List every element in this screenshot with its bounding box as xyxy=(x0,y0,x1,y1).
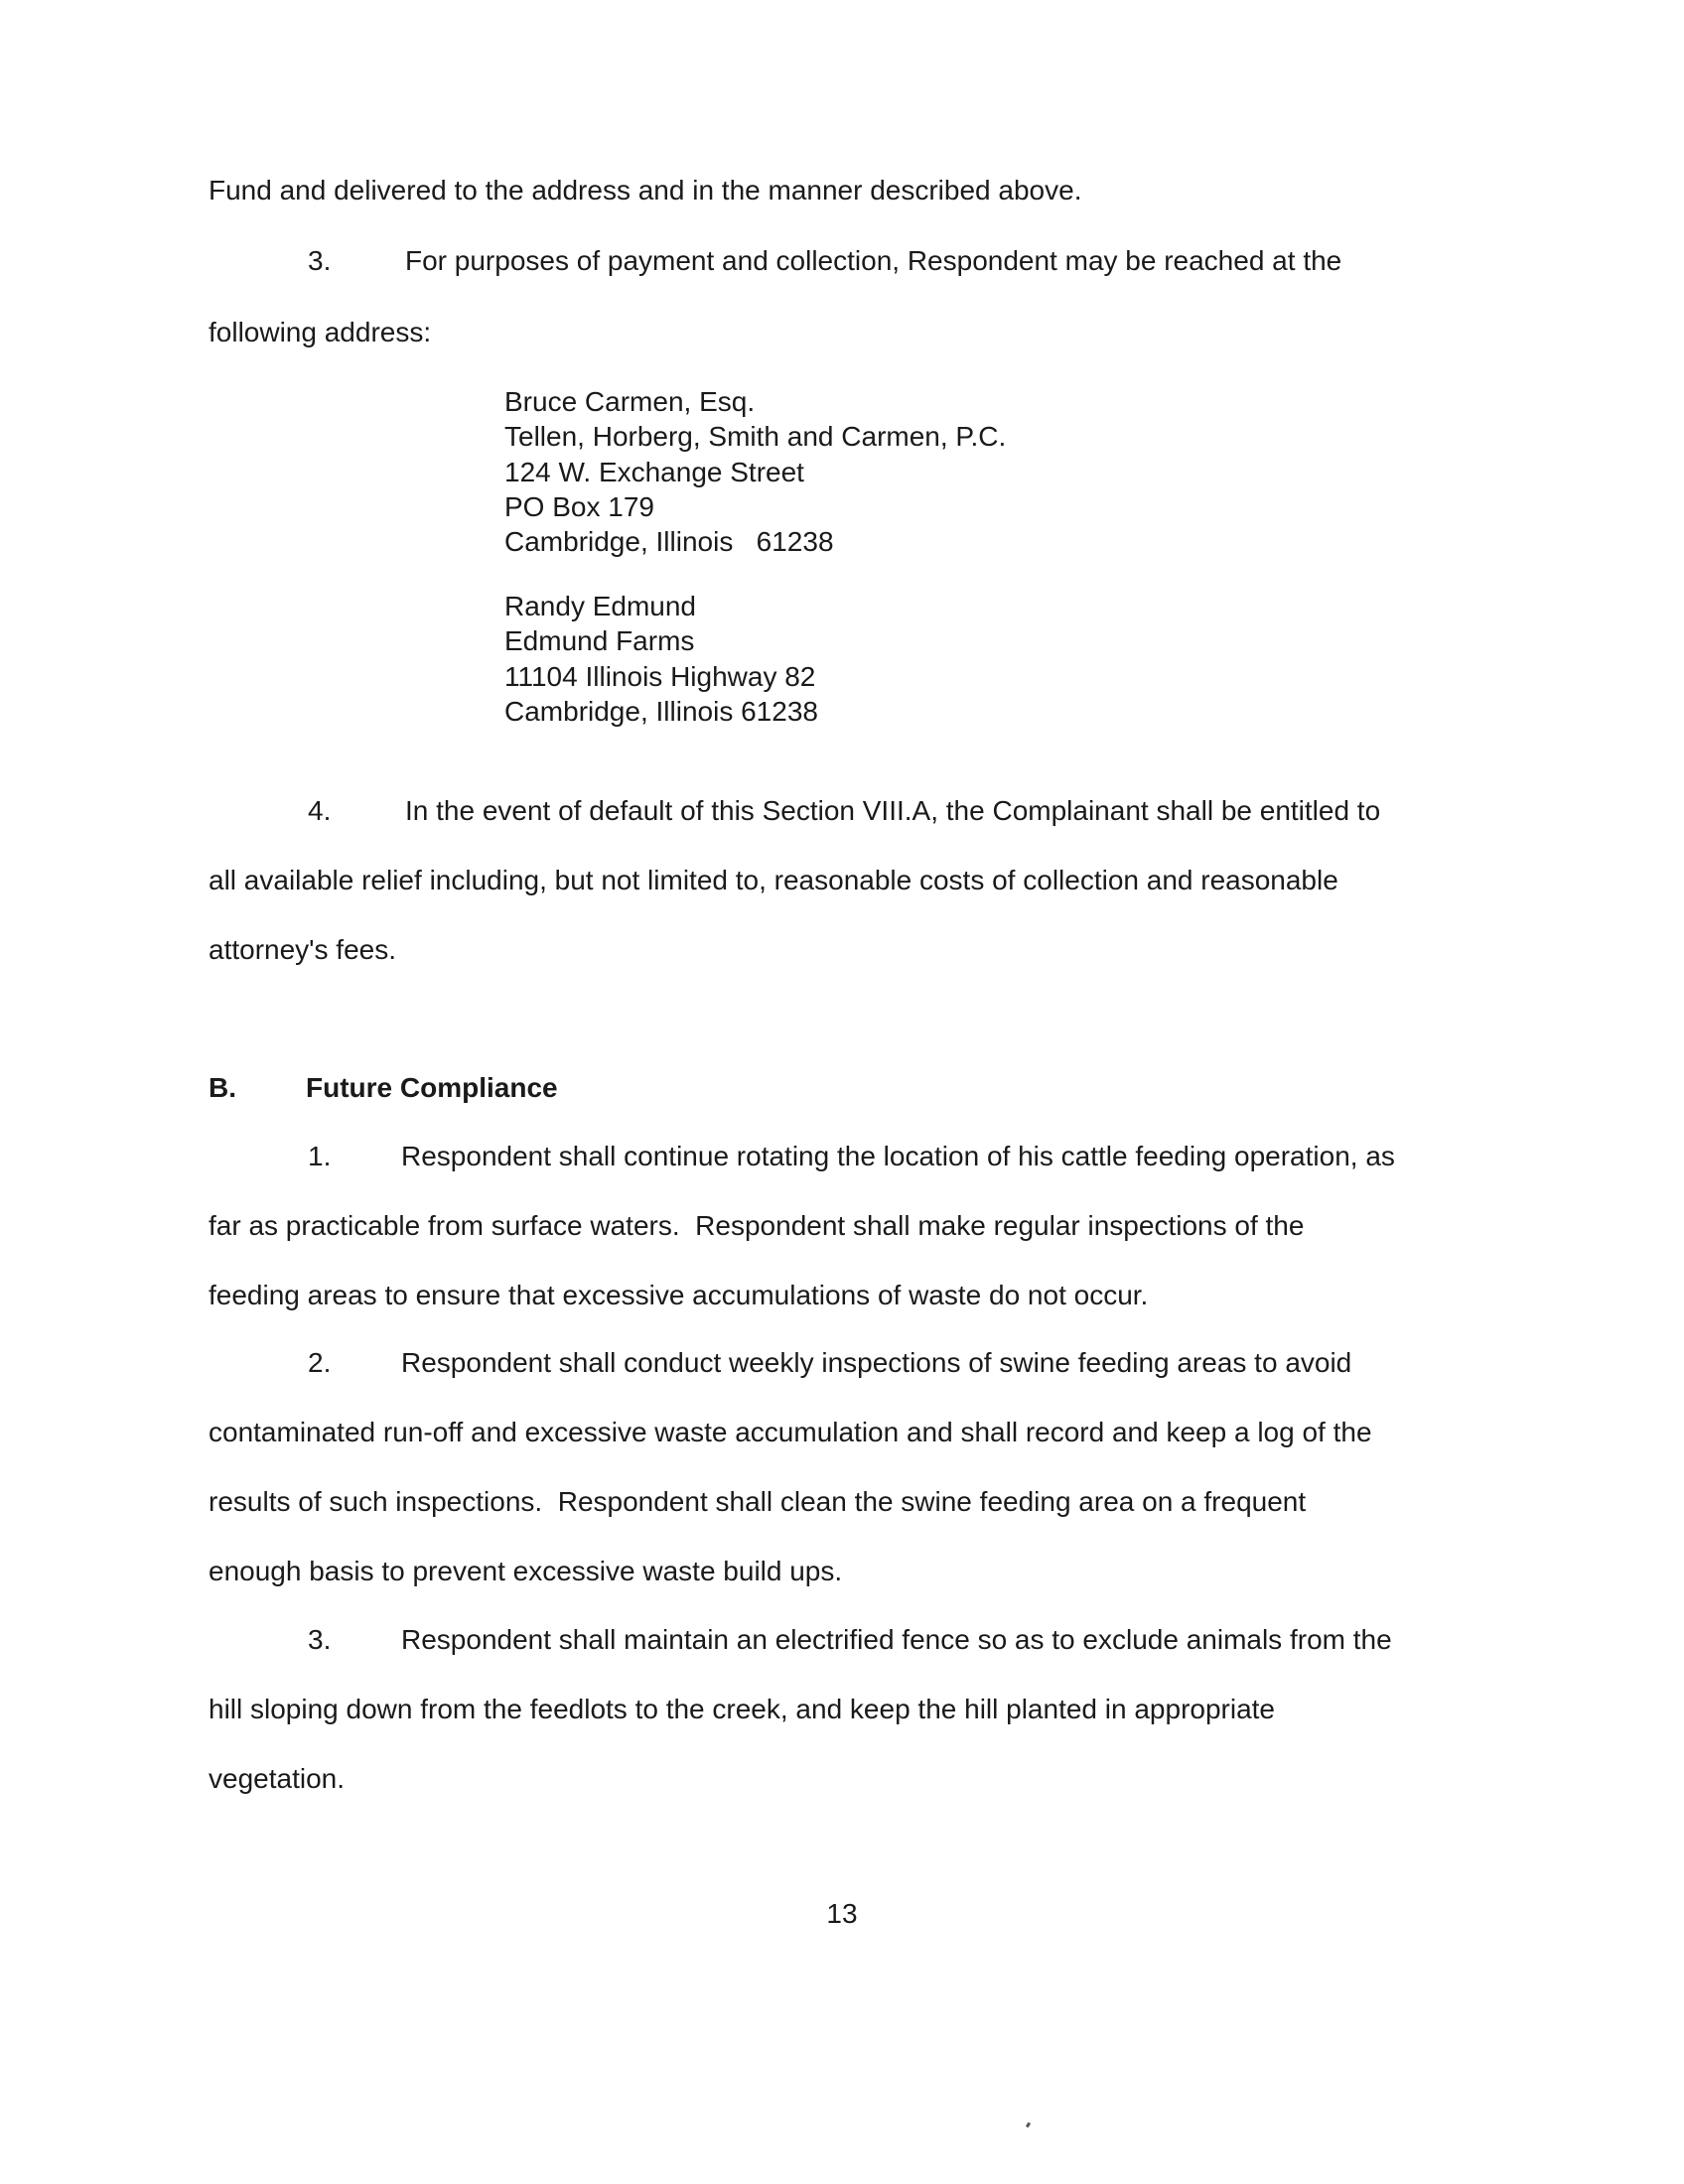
para-4-line-3: attorney's fees. xyxy=(209,934,396,965)
para-3-line-2: following address: xyxy=(209,317,432,347)
para-4-line-2: all available relief including, but not limited to, reasonable costs of collection and reasonable xyxy=(209,865,1338,895)
continuation-line: Fund and delivered to the address and in the manner described above. xyxy=(209,175,1082,205)
b2-line-4: enough basis to prevent excessive waste build ups. xyxy=(209,1556,843,1586)
section-b-letter: B. xyxy=(209,1072,236,1103)
para-3-number: 3. xyxy=(308,245,332,276)
address-2-line: Randy Edmund xyxy=(504,591,697,621)
address-block-1 xyxy=(504,384,1006,559)
address-1-line: 124 W. Exchange Street xyxy=(504,456,804,487)
b2-number: 2. xyxy=(308,1347,332,1378)
address-1-line: Cambridge, Illinois 61238 xyxy=(504,526,834,558)
address-2-line: 11104 Illinois Highway 82 xyxy=(504,660,816,692)
address-1-line: Tellen, Horberg, Smith and Carmen, P.C. xyxy=(504,421,1007,453)
para-3-line-1: For purposes of payment and collection, Respondent may be reached at the xyxy=(405,245,1342,276)
b1-number: 1. xyxy=(308,1141,332,1171)
section-b-title: Future Compliance xyxy=(306,1072,558,1103)
b3-number: 3. xyxy=(308,1624,332,1655)
b1-line-3: feeding areas to ensure that excessive accumulations of waste do not occur. xyxy=(209,1280,1149,1310)
page-number: 13 xyxy=(826,1898,858,1929)
address-1-line: Bruce Carmen, Esq. xyxy=(504,386,756,417)
para-4-number: 4. xyxy=(308,795,332,826)
b3-line-2: hill sloping down from the feedlots to the creek, and keep the hill planted in appropriate xyxy=(209,1694,1276,1724)
address-2-line: Edmund Farms xyxy=(504,625,695,657)
b2-line-2: contaminated run-off and excessive waste accumulation and shall record and keep a log of the xyxy=(209,1417,1372,1447)
scan-speck xyxy=(1026,2122,1031,2128)
b2-line-1: Respondent shall conduct weekly inspections of swine feeding areas to avoid xyxy=(401,1347,1352,1378)
address-block-2 xyxy=(504,589,818,729)
b3-line-3: vegetation. xyxy=(209,1763,345,1794)
para-4-line-1: In the event of default of this Section VIII.A, the Complainant shall be entitled to xyxy=(405,795,1381,826)
b1-line-2: far as practicable from surface waters. Respondent shall make regular inspections of the xyxy=(209,1210,1305,1241)
address-1-line: PO Box 179 xyxy=(504,490,654,522)
b2-line-3: results of such inspections. Respondent shall clean the swine feeding area on a frequent xyxy=(209,1486,1307,1517)
address-2-line: Cambridge, Illinois 61238 xyxy=(504,695,818,727)
b3-line-1: Respondent shall maintain an electrified fence so as to exclude animals from the xyxy=(401,1624,1392,1655)
b1-line-1: Respondent shall continue rotating the location of his cattle feeding operation, as xyxy=(401,1141,1395,1171)
